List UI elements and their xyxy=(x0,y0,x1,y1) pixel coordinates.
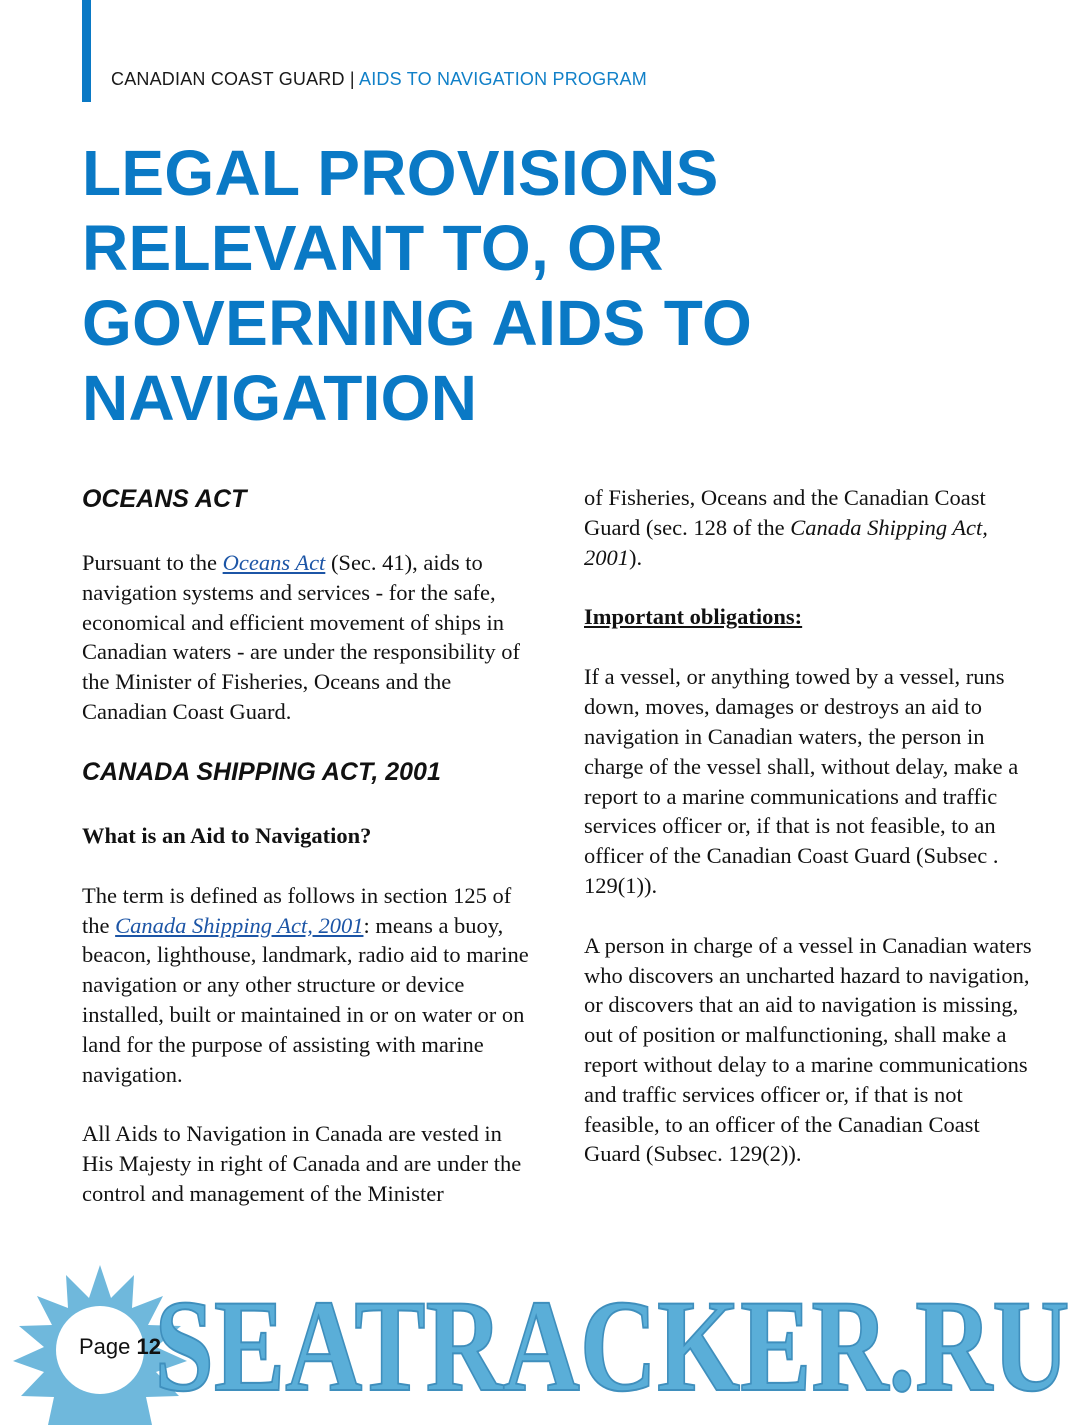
title-line-3: GOVERNING AIDS TO xyxy=(82,287,753,359)
continued-paragraph xyxy=(584,483,1034,572)
definition-paragraph xyxy=(82,881,532,1090)
header-org: CANADIAN COAST GUARD xyxy=(111,69,345,89)
hazard-report-paragraph: A person in charge of a vessel in Canadian waters who discovers an uncharted hazard to navigation, or discovers that an aid to navigation is missing, out of position or malfunctioning, shall make a report without delay to a marine communications and traffic services officer or, if that is not feasible, to an officer of the Canadian Coast Guard (Subsec. 129(2)). xyxy=(584,932,1032,1167)
important-obligations-heading: Important obligations: xyxy=(584,604,803,630)
header-program: AIDS TO NAVIGATION PROGRAM xyxy=(359,69,647,89)
watermark-logo xyxy=(150,1282,1075,1402)
header-separator: | xyxy=(349,69,355,89)
oceans-act-heading: OCEANS ACT xyxy=(82,485,247,513)
page-number-value: 12 xyxy=(136,1334,161,1359)
title-line-4: NAVIGATION xyxy=(82,362,478,434)
canada-shipping-act-link[interactable]: Canada Shipping Act, 2001 xyxy=(115,912,364,938)
continued-text-after: ). xyxy=(629,544,643,570)
continued-act-name: Canada Shipping Act, 2001 xyxy=(584,514,988,570)
header-accent-bar xyxy=(82,0,91,102)
page-label: Page xyxy=(79,1334,131,1359)
left-column xyxy=(82,484,532,1239)
watermark-text: SEATRACKER.RU xyxy=(154,1282,1070,1402)
canada-shipping-act-heading: CANADA SHIPPING ACT, 2001 xyxy=(82,757,441,786)
right-column xyxy=(584,483,1034,1199)
damage-report-paragraph: If a vessel, or anything towed by a vessel, runs down, moves, damages or destroys an aid to navigation in Canadian waters, the person in charge of the vessel shall, without delay, make a report to a marine communications and traffic services officer or, if that is not feasible, to an officer of the Canadian Coast Guard (Subsec . 129(1)). xyxy=(584,664,1019,898)
oceans-act-link[interactable]: Oceans Act xyxy=(222,550,326,575)
running-header xyxy=(111,69,647,90)
continued-text-before: of Fisheries, Oceans and the Canadian Coast Guard (sec. 128 of the xyxy=(584,485,986,540)
page-title xyxy=(82,136,1002,436)
definition-text-after: : means a buoy, beacon, lighthouse, landmark, radio aid to marine navigation or any other structure or device installed, built or maintained in or on water or on land for the purpose of assisting with marine navigation. xyxy=(82,912,529,1087)
title-line-2: RELEVANT TO, OR xyxy=(82,212,664,284)
vested-paragraph: All Aids to Navigation in Canada are vested in His Majesty in right of Canada and are under the control and management of the Minister xyxy=(82,1121,522,1206)
what-is-aid-heading: What is an Aid to Navigation? xyxy=(82,822,372,848)
oceans-text-before: Pursuant to the xyxy=(82,550,223,575)
definition-text-before: The term is defined as follows in section 125 of the xyxy=(82,882,512,938)
oceans-act-paragraph xyxy=(82,548,532,727)
oceans-text-after: (Sec. 41), aids to navigation systems and services - for the safe, economical and efficient movement of ships in Canadian waters - are under the responsibility of the Minister of Fisheries, Oceans and the Canadian Coast Guard. xyxy=(82,550,520,724)
title-line-1: LEGAL PROVISIONS xyxy=(82,137,719,209)
page-number xyxy=(79,1334,161,1360)
